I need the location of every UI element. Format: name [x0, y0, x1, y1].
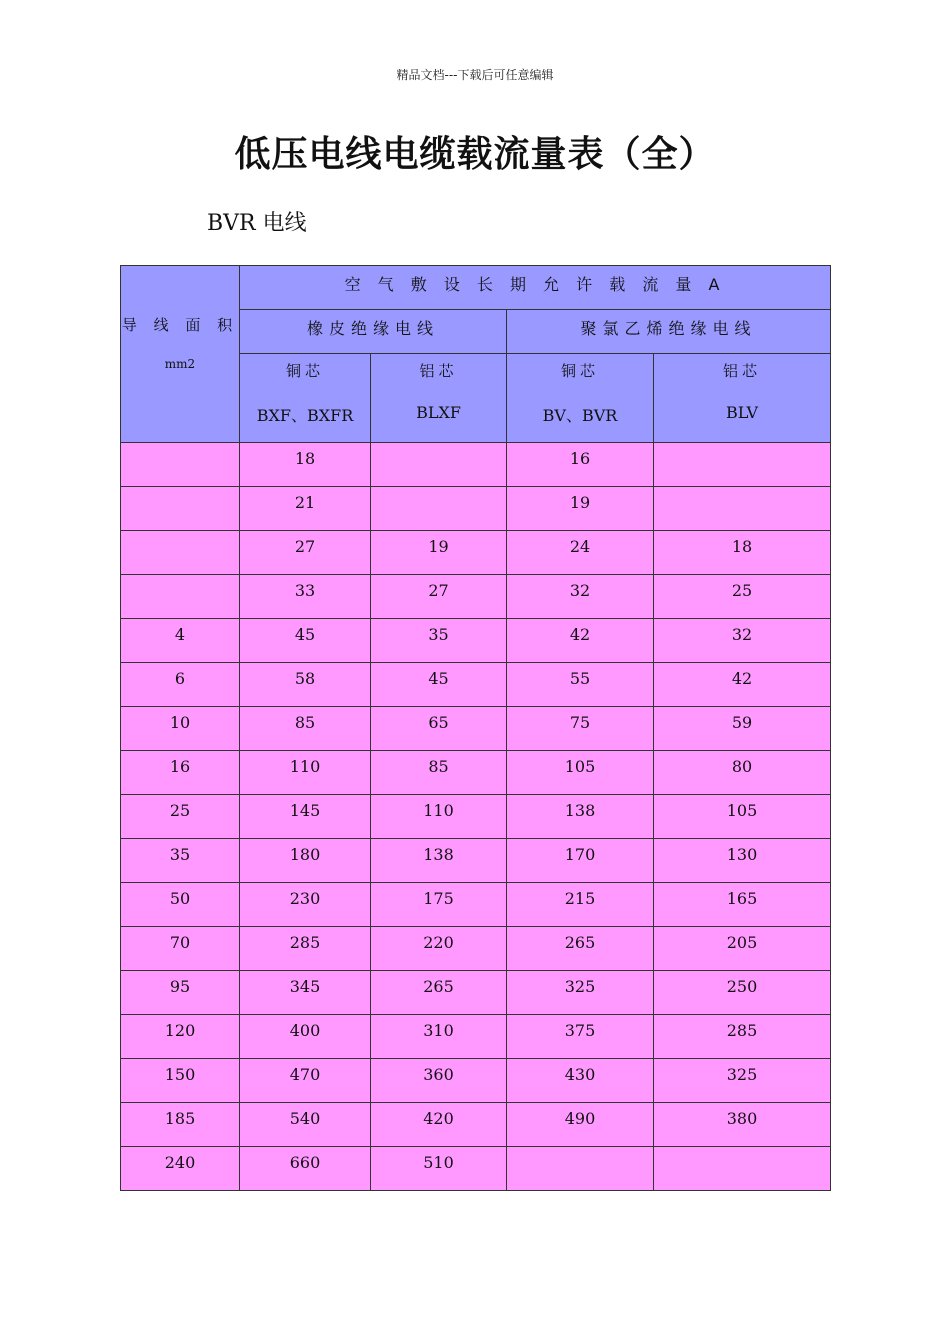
table-cell: 25	[654, 575, 831, 619]
table-cell	[654, 443, 831, 487]
table-cell: 6	[121, 663, 240, 707]
table-cell: 18	[654, 531, 831, 575]
table-cell: 490	[507, 1103, 654, 1147]
table-cell	[121, 531, 240, 575]
area-header-cell	[121, 266, 240, 443]
table-cell: 205	[654, 927, 831, 971]
col-code: BV、BVR	[542, 406, 618, 425]
table-cell: 180	[240, 839, 371, 883]
table-cell: 10	[121, 707, 240, 751]
table-cell: 85	[240, 707, 371, 751]
table-cell: 55	[507, 663, 654, 707]
table-cell: 420	[371, 1103, 507, 1147]
col-header	[371, 354, 507, 443]
table-cell: 360	[371, 1059, 507, 1103]
table-cell	[371, 443, 507, 487]
table-cell: 285	[240, 927, 371, 971]
table-cell: 32	[654, 619, 831, 663]
table-cell	[654, 1147, 831, 1191]
table-cell	[121, 443, 240, 487]
table-cell: 325	[654, 1059, 831, 1103]
table-cell: 380	[654, 1103, 831, 1147]
table-cell: 45	[240, 619, 371, 663]
table-row	[121, 971, 831, 1015]
table-cell: 510	[371, 1147, 507, 1191]
table-cell	[121, 487, 240, 531]
table-cell: 130	[654, 839, 831, 883]
table-cell: 120	[121, 1015, 240, 1059]
table-cell	[371, 487, 507, 531]
col-code: BXF、BXFR	[256, 406, 354, 425]
section-title: BVR 电线	[207, 211, 307, 236]
table-cell: 33	[240, 575, 371, 619]
table-row	[121, 927, 831, 971]
table-cell: 95	[121, 971, 240, 1015]
table-cell: 375	[507, 1015, 654, 1059]
table-cell	[507, 1147, 654, 1191]
table-cell: 65	[371, 707, 507, 751]
table-row	[121, 663, 831, 707]
header-note: 精品文档---下载后可任意编辑	[396, 68, 554, 82]
table-row	[121, 1059, 831, 1103]
col-material: 铝芯	[419, 362, 458, 380]
table-cell: 80	[654, 751, 831, 795]
table-cell: 265	[371, 971, 507, 1015]
table-row	[121, 619, 831, 663]
col-material: 铜芯	[560, 362, 599, 380]
document-title: 低压电线电缆载流量表（全）	[234, 134, 716, 175]
table-row	[121, 883, 831, 927]
table-cell: 45	[371, 663, 507, 707]
table-row	[121, 751, 831, 795]
table-cell: 27	[371, 575, 507, 619]
table-row	[121, 707, 831, 751]
table-cell: 220	[371, 927, 507, 971]
table-cell: 265	[507, 927, 654, 971]
table-cell: 32	[507, 575, 654, 619]
col-header	[507, 354, 654, 443]
table-cell: 540	[240, 1103, 371, 1147]
col-header	[654, 354, 831, 443]
area-unit: mm2	[164, 357, 196, 371]
table-row	[121, 795, 831, 839]
table-cell: 138	[371, 839, 507, 883]
table-cell	[654, 487, 831, 531]
table-cell: 660	[240, 1147, 371, 1191]
table-cell: 430	[507, 1059, 654, 1103]
table-cell: 325	[507, 971, 654, 1015]
table-cell: 25	[121, 795, 240, 839]
group-header-pvc: 聚氯乙烯绝缘电线	[507, 310, 831, 354]
table-cell: 240	[121, 1147, 240, 1191]
table-cell: 27	[240, 531, 371, 575]
table-row	[121, 575, 831, 619]
table-cell: 310	[371, 1015, 507, 1059]
area-label: 导 线 面 积	[121, 316, 239, 334]
ampacity-table	[120, 265, 831, 1191]
table-cell: 18	[240, 443, 371, 487]
table-cell: 215	[507, 883, 654, 927]
table-cell: 145	[240, 795, 371, 839]
table-row	[121, 531, 831, 575]
table-cell: 59	[654, 707, 831, 751]
table-row	[121, 839, 831, 883]
table-row	[121, 1015, 831, 1059]
table-cell: 285	[654, 1015, 831, 1059]
table-cell: 138	[507, 795, 654, 839]
table-row	[121, 1103, 831, 1147]
table-row	[121, 1147, 831, 1191]
col-header	[240, 354, 371, 443]
table-cell: 58	[240, 663, 371, 707]
table-cell: 110	[240, 751, 371, 795]
table-cell: 35	[121, 839, 240, 883]
table-cell: 50	[121, 883, 240, 927]
table-cell: 70	[121, 927, 240, 971]
table-cell: 21	[240, 487, 371, 531]
table-cell: 470	[240, 1059, 371, 1103]
table-cell: 35	[371, 619, 507, 663]
table-cell: 16	[121, 751, 240, 795]
table-cell: 4	[121, 619, 240, 663]
col-material: 铝芯	[723, 362, 762, 380]
table-cell: 400	[240, 1015, 371, 1059]
col-material: 铜芯	[285, 362, 324, 380]
table-body	[121, 443, 831, 1191]
table-cell: 175	[371, 883, 507, 927]
table-row	[121, 443, 831, 487]
col-code: BLXF	[416, 403, 461, 422]
table-cell	[121, 575, 240, 619]
table-cell: 85	[371, 751, 507, 795]
table-cell: 19	[371, 531, 507, 575]
col-code: BLV	[725, 403, 759, 422]
table-cell: 230	[240, 883, 371, 927]
table-cell: 150	[121, 1059, 240, 1103]
table-cell: 42	[654, 663, 831, 707]
table-cell: 24	[507, 531, 654, 575]
table-cell: 105	[654, 795, 831, 839]
table-cell: 110	[371, 795, 507, 839]
table-cell: 16	[507, 443, 654, 487]
table-cell: 185	[121, 1103, 240, 1147]
table-cell: 19	[507, 487, 654, 531]
table-cell: 75	[507, 707, 654, 751]
table-cell: 165	[654, 883, 831, 927]
table-cell: 42	[507, 619, 654, 663]
table-cell: 250	[654, 971, 831, 1015]
table-cell: 345	[240, 971, 371, 1015]
table-header	[121, 266, 831, 443]
top-header: 空 气 敷 设 长 期 允 许 载 流 量 A	[240, 266, 831, 310]
table-cell: 170	[507, 839, 654, 883]
table-cell: 105	[507, 751, 654, 795]
table-row	[121, 487, 831, 531]
group-header-rubber: 橡皮绝缘电线	[240, 310, 507, 354]
